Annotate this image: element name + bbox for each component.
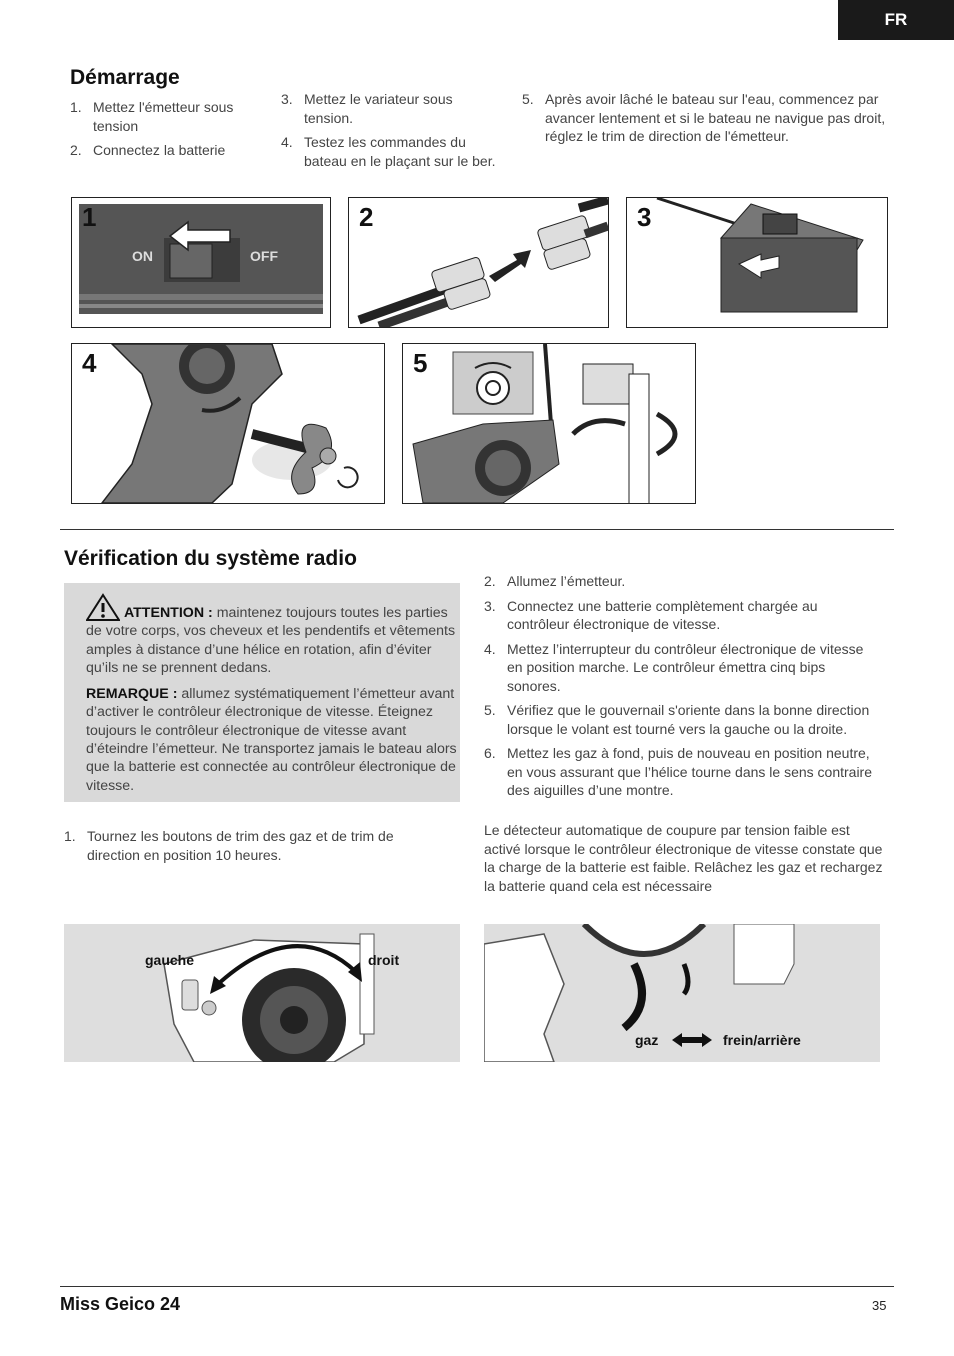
figure-number: 2 [359, 202, 374, 232]
remarque-text: allumez systématiquement l’émetteur avant d’activer le contrôleur électronique de vitesse. Éteignez toujours le contrôleur électronique de vitesse avant d’éteindre l’émetteur. Ne transportez jamais le bateau alors que la batterie est connectée au contrôleur électronique de vitesse. [86, 686, 457, 794]
radio-steps-left [64, 827, 444, 870]
figure-4-test-controls [71, 343, 385, 504]
footer-divider [60, 1286, 894, 1287]
figure-number: 1 [82, 202, 97, 232]
attention-paragraph [86, 593, 458, 677]
demarrage-steps-col3 [522, 90, 894, 152]
step-text: Mettez l’interrupteur du contrôleur électronique de vitesse en position marche. Le contrôleur émettra cinq bips sonores. [507, 640, 864, 694]
warning-icon [86, 593, 120, 621]
list-item [522, 90, 894, 146]
figure-2-battery-connect [348, 197, 609, 328]
list-item [484, 640, 874, 696]
list-item [484, 744, 874, 800]
figure-1-power-switch [71, 197, 331, 328]
section-title-radio: Vérification du système radio [64, 547, 357, 570]
step-number: 4. [484, 640, 496, 657]
attention-text: maintenez toujours toutes les parties de votre corps, vos cheveux et les pendentifs et vêtements amples à distance d’une hélice en rotation, afin d’éviter qu’ils ne se prennent dedans. [86, 605, 456, 676]
step-number: 4. [281, 134, 293, 150]
list-item [70, 98, 270, 135]
step-number: 1. [64, 828, 76, 844]
step-number: 2. [70, 142, 82, 158]
step-text: Mettez l'émetteur sous tension [93, 99, 234, 134]
step-text: Mettez les gaz à fond, puis de nouveau en position neutre, en vous assurant que l’hélice tourne dans le sens contraire des aiguilles d’une montre. [507, 745, 872, 798]
attention-label: ATTENTION : [123, 605, 213, 621]
trim-rudder-illustration [403, 344, 695, 503]
demarrage-steps-col2 [281, 90, 496, 176]
list-item [281, 90, 496, 127]
step-text: Allumez l’émetteur. [507, 573, 626, 589]
step-text: Tournez les boutons de trim des gaz et de trim de direction en position 10 heures. [87, 828, 394, 863]
footer-product-title: Miss Geico 24 [60, 1294, 181, 1314]
language-tab: FR [838, 0, 954, 40]
switch-illustration [72, 198, 330, 327]
figure-steering-wheel [64, 924, 460, 1062]
figure-number: 4 [82, 348, 97, 378]
steering-illustration [64, 924, 460, 1062]
demarrage-steps-col1 [70, 98, 270, 166]
caption-throttle: gaz [635, 1032, 659, 1048]
figure-number: 3 [637, 202, 652, 232]
step-number: 2. [484, 573, 496, 589]
caption-right: droit [368, 952, 400, 968]
list-item [484, 597, 874, 634]
step-text: Testez les commandes du bateau en le plaçant sur le ber. [304, 134, 496, 169]
list-item [484, 572, 874, 591]
double-arrow-icon [670, 1032, 714, 1048]
section-divider [60, 529, 894, 530]
step-number: 5. [522, 91, 534, 107]
list-item [70, 141, 270, 160]
step-text: Mettez le variateur sous tension. [304, 91, 453, 126]
step-number: 3. [484, 597, 496, 614]
section-title-demarrage: Démarrage [70, 66, 180, 89]
esc-box-illustration [627, 198, 887, 327]
figure-5-trim-adjust [402, 343, 696, 504]
list-item [484, 701, 874, 738]
connector-illustration [349, 198, 608, 327]
radio-steps-right [484, 572, 874, 806]
attention-box [64, 583, 460, 802]
step-text: Connectez une batterie complètement chargée au contrôleur électronique de vitesse. [507, 597, 818, 632]
transmitter-propeller-illustration [72, 344, 384, 503]
step-text: Vérifiez que le gouvernail s'oriente dans la bonne direction lorsque le volant est tourné vers la gauche ou la droite. [507, 702, 870, 737]
lvc-paragraph: Le détecteur automatique de coupure par tension faible est activé lorsque le contrôleur électronique de vitesse constate que la charge de la batterie est faible. Relâchez les gaz et rechargez la batterie quand cela est nécessaire [484, 822, 883, 894]
remarque-paragraph [86, 685, 458, 795]
list-item [64, 827, 444, 864]
switch-on-label: ON [132, 248, 153, 264]
step-number: 5. [484, 702, 496, 718]
step-number: 1. [70, 99, 82, 115]
step-number: 6. [484, 745, 496, 761]
page-number: 35 [872, 1298, 887, 1313]
list-item [281, 133, 496, 170]
step-number: 3. [281, 91, 293, 107]
figure-number: 5 [413, 348, 428, 378]
remarque-label: REMARQUE : [86, 686, 178, 703]
step-text: Après avoir lâché le bateau sur l'eau, commencez par avancer lentement et si le bateau ne navigue pas droit, réglez le trim de direction de l'émetteur. [545, 91, 886, 144]
figure-3-esc-switch [626, 197, 888, 328]
switch-off-label: OFF [250, 248, 278, 264]
caption-brake-reverse: frein/arrière [723, 1032, 801, 1048]
step-text: Connectez la batterie [93, 142, 226, 158]
caption-left: gauche [145, 952, 195, 968]
figure-throttle-trigger [484, 924, 880, 1062]
